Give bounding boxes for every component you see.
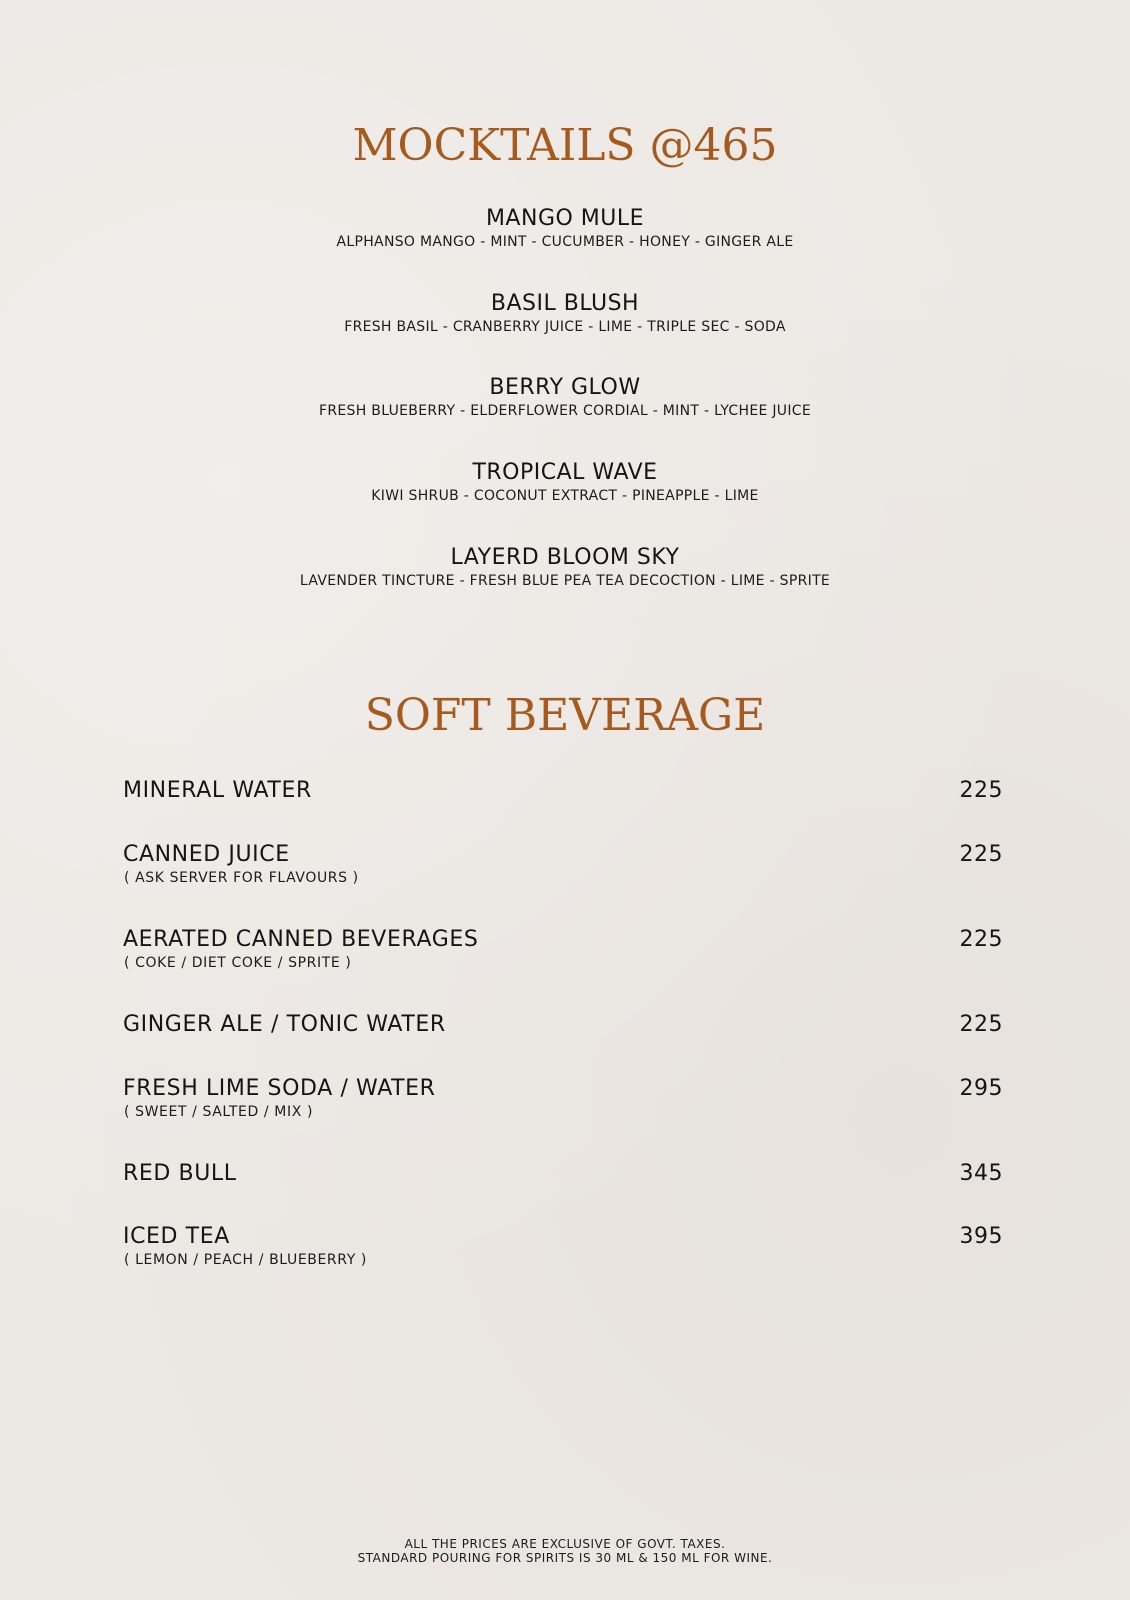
beverage-name: ICED TEA [123,1224,230,1249]
beverage-note: ( ASK SERVER FOR FLAVOURS ) [124,870,359,886]
mocktail-description: LAVENDER TINCTURE - FRESH BLUE PEA TEA DECOCTION - LIME - SPRITE [299,573,831,589]
beverage-row [123,926,1003,972]
mocktail-name: BASIL BLUSH [490,291,640,316]
beverage-price: 395 [959,1224,1003,1249]
beverage-name: MINERAL WATER [123,778,312,803]
beverage-row [123,841,1003,887]
footer-pouring-note: STANDARD POURING FOR SPIRITS IS 30 ML & 150 ML FOR WINE. [357,1551,773,1565]
beverage-row [123,1160,1003,1188]
beverage-price: 225 [959,1012,1003,1037]
mocktail-item [0,544,1130,590]
beverage-row [123,1011,1003,1039]
mocktail-name: TROPICAL WAVE [472,460,658,485]
beverage-price: 295 [959,1076,1003,1101]
mocktail-name: LAYERD BLOOM SKY [450,545,680,570]
beverage-price: 225 [959,778,1003,803]
mocktails-heading: MOCKTAILS @465 [352,120,778,171]
beverage-name: CANNED JUICE [123,842,290,867]
beverage-price: 225 [959,842,1003,867]
beverage-row [123,1075,1003,1121]
mocktail-name: MANGO MULE [485,206,645,231]
mocktail-item [0,290,1130,336]
beverage-row [123,777,1003,805]
mocktail-item [0,205,1130,251]
mocktail-description: ALPHANSO MANGO - MINT - CUCUMBER - HONEY - GINGER ALE [336,234,794,250]
beverage-name: RED BULL [123,1161,237,1186]
beverage-note: ( LEMON / PEACH / BLUEBERRY ) [124,1252,367,1268]
beverage-name: AERATED CANNED BEVERAGES [123,927,479,952]
beverage-row [123,1223,1003,1269]
beverage-price: 345 [959,1161,1003,1186]
beverage-note: ( COKE / DIET COKE / SPRITE ) [124,955,352,971]
soft-beverage-heading: SOFT BEVERAGE [364,690,766,741]
footer-tax-note: ALL THE PRICES ARE EXCLUSIVE OF GOVT. TAXES. [404,1537,726,1551]
footer-disclaimer [0,1537,1130,1565]
mocktail-description: FRESH BASIL - CRANBERRY JUICE - LIME - TRIPLE SEC - SODA [344,319,786,335]
beverage-name: GINGER ALE / TONIC WATER [123,1012,446,1037]
mocktail-name: BERRY GLOW [489,375,641,400]
beverage-name: FRESH LIME SODA / WATER [123,1076,436,1101]
mocktail-item [0,374,1130,420]
beverage-note: ( SWEET / SALTED / MIX ) [124,1104,314,1120]
beverage-price: 225 [959,927,1003,952]
mocktail-item [0,459,1130,505]
mocktail-description: KIWI SHRUB - COCONUT EXTRACT - PINEAPPLE - LIME [371,488,759,504]
mocktail-description: FRESH BLUEBERRY - ELDERFLOWER CORDIAL - MINT - LYCHEE JUICE [319,403,811,419]
